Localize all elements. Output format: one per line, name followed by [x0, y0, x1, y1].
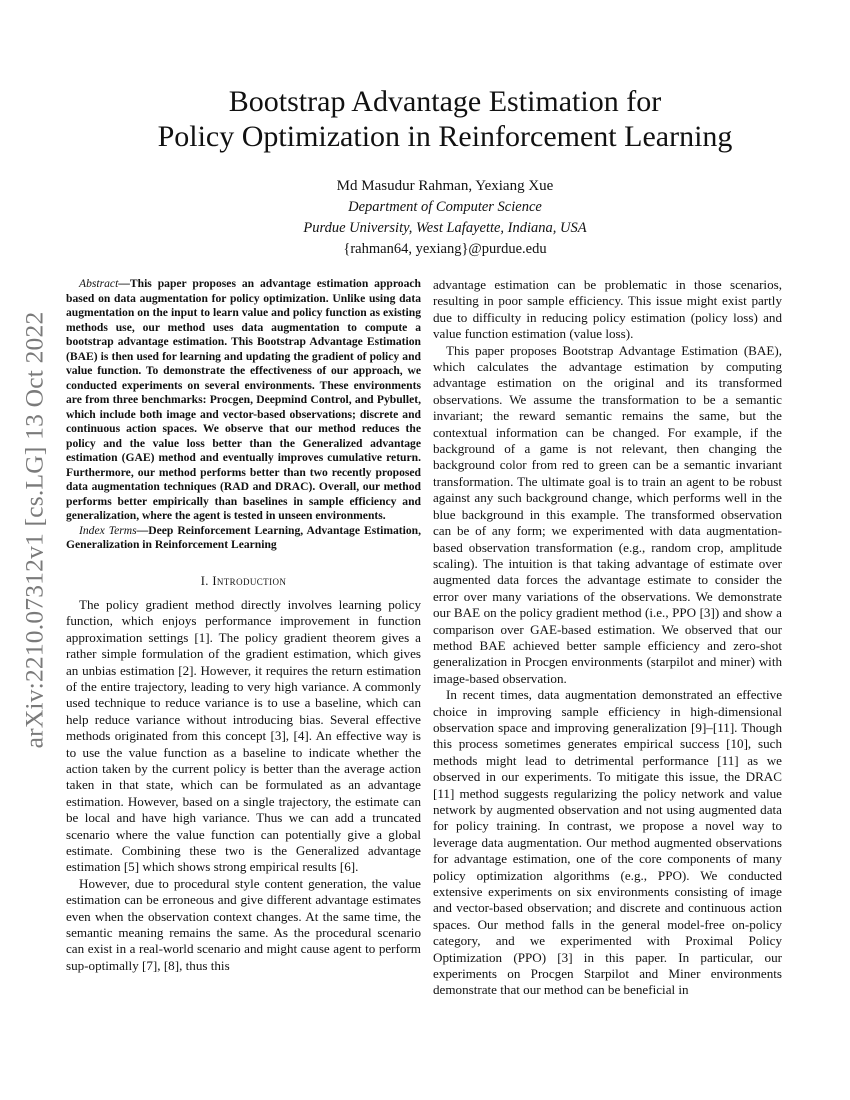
author-names: Md Masudur Rahman, Yexiang Xue — [336, 178, 554, 194]
author-email: {rahman64, yexiang}@purdue.edu — [343, 241, 547, 257]
body-paragraph: However, due to procedural style content generation, the value estimation can be erroneous and give different advantage estimates even when the observation context changes. At the same time, the semantic meaning remains the same. As the procedural scenario can exist in a real-world scenario and might cause agent to perform sup-optimally [7], [8], thus this — [66, 875, 421, 973]
paper-title-line-2: Policy Optimization in Reinforcement Learning — [157, 120, 733, 153]
abstract-text: —This paper proposes an advantage estimation approach based on data augmentation for policy optimization. Unlike using data augmentation on the input to learn value and policy function as existing methods use, our method uses data augmentation to compute a bootstrap advantage estimation. This Bootstrap Advantage Estimation (BAE) is then used for learning and updating the gradient of policy and value function. To demonstrate the effectiveness of our approach, we conducted experiments on several environments. These environments are from three benchmarks: Procgen, Deepmind Control, and Pybullet, which include both image and vector-based observations; discrete and continuous action spaces. We observe that our method reduces the policy and the value loss better than the Generalized advantage estimation (GAE) method and eventually improves cumulative return. Furthermore, our method performs better than two recently proposed data augmentation techniques (RAD and DRAC). Overall, our method performs better empirically than baselines in sample efficiency and generalization, where the agent is tested in unseen environments. — [66, 277, 421, 522]
abstract-label: Abstract — [79, 277, 119, 290]
section-heading-introduction: I. Introduction — [200, 573, 287, 588]
author-block — [70, 176, 820, 260]
body-paragraph: This paper proposes Bootstrap Advantage Estimation (BAE), which calculates the advantage estimation by computing advantage estimation on the original and its transformed observations. We assume the transformation to be a semantic invariant; the reward semantic remains the same, but the contextual information can be changed. For example, if the background of a game is not relevant, then changing the background color from red to green can be a semantic invariant transformation. The ultimate goal is to train an agent to be robust against any such background change, which performs well in the blue background in this example. The transformed observation can be of any form; we experimented with data augmentation-based observation transformation (e.g., random crop, amplitude scaling). The intuition is that taking advantage of estimate over augmented data forces the advantage estimate to consider the error over many variations of the observations. We demonstrate our BAE on the policy gradient method (i.e., PPO [3]) and show a comparison over GAE-based estimation. We observed that our method BAE achieved better sample efficiency and zero-shot generalization in Procgen environments (starpilot and miner) with image-based observation. — [433, 342, 782, 686]
abstract — [66, 277, 421, 524]
right-column — [433, 277, 782, 999]
author-university: Purdue University, West Lafayette, Indiana, USA — [303, 220, 587, 236]
index-terms-text: —Deep Reinforcement Learning, Advantage Estimation, Generalization in Reinforcement Learning — [66, 523, 421, 551]
arxiv-identifier-text: arXiv:2210.07312v1 [cs.LG] 13 Oct 2022 — [19, 311, 48, 749]
body-paragraph: advantage estimation can be problematic in those scenarios, resulting in poor sample efficiency. This issue might exist partly due to difficulty in reducing policy estimation (policy loss) and value function estimation (value loss). — [433, 277, 782, 342]
index-terms — [66, 524, 421, 553]
body-paragraph: The policy gradient method directly involves learning policy function, which enjoys performance improvement in function approximation settings [1]. The policy gradient theorem gives a rather simple formulation of the gradient estimation, which gives an unbias estimation [2]. However, it requires the return estimation of the entire trajectory, leading to very high variance. A commonly used technique to reduce variance is to use a baseline, which can help reduce variance without introducing bias. Several effective methods originated from this concept [3], [4]. An effective way is to use the value function as a baseline to indicate whether the action taken by the current policy is better than the average action taken in that state, which can be formulated as an advantage estimation. However, based on a single trajectory, the estimate can be local and have high variance. Thus we can add a truncated scenario where the value function can potentially give a global estimate. Combining these two is the Generalized advantage estimation [5] which shows strong empirical results [6]. — [66, 596, 421, 875]
left-column — [66, 277, 421, 974]
author-department: Department of Computer Science — [348, 199, 542, 215]
paper-title-line-1: Bootstrap Advantage Estimation for — [228, 85, 662, 118]
arxiv-identifier-stamp — [12, 295, 56, 765]
paper-title — [70, 84, 820, 154]
index-terms-label: Index Terms — [79, 523, 137, 537]
body-paragraph: In recent times, data augmentation demonstrated an effective choice in improving sample efficiency in high-dimensional observation space and improving generalization [9]–[11]. Though this process sometimes generates empirical success [10], such methods might lead to detrimental performance [11] as we observed in our experiments. To mitigate this issue, the DRAC [11] method suggests regularizing the policy network and value network by augmented observation and not using augmented data for policy training. In contrast, we propose a novel way to leverage data augmentation. Our method augmented observations for advantage estimation, one of the core components of many policy optimization algorithms (e.g., PPO). We conducted extensive experiments on six environments consisting of image and vector-based observation; and discrete and continuous action spaces. Our method falls in the general model-free on-policy category, and we experimented with Proximal Policy Optimization (PPO) [3] in this paper. In particular, our experiments on Procgen Starpilot and Miner environments demonstrate that our method can be beneficial in — [433, 687, 782, 998]
